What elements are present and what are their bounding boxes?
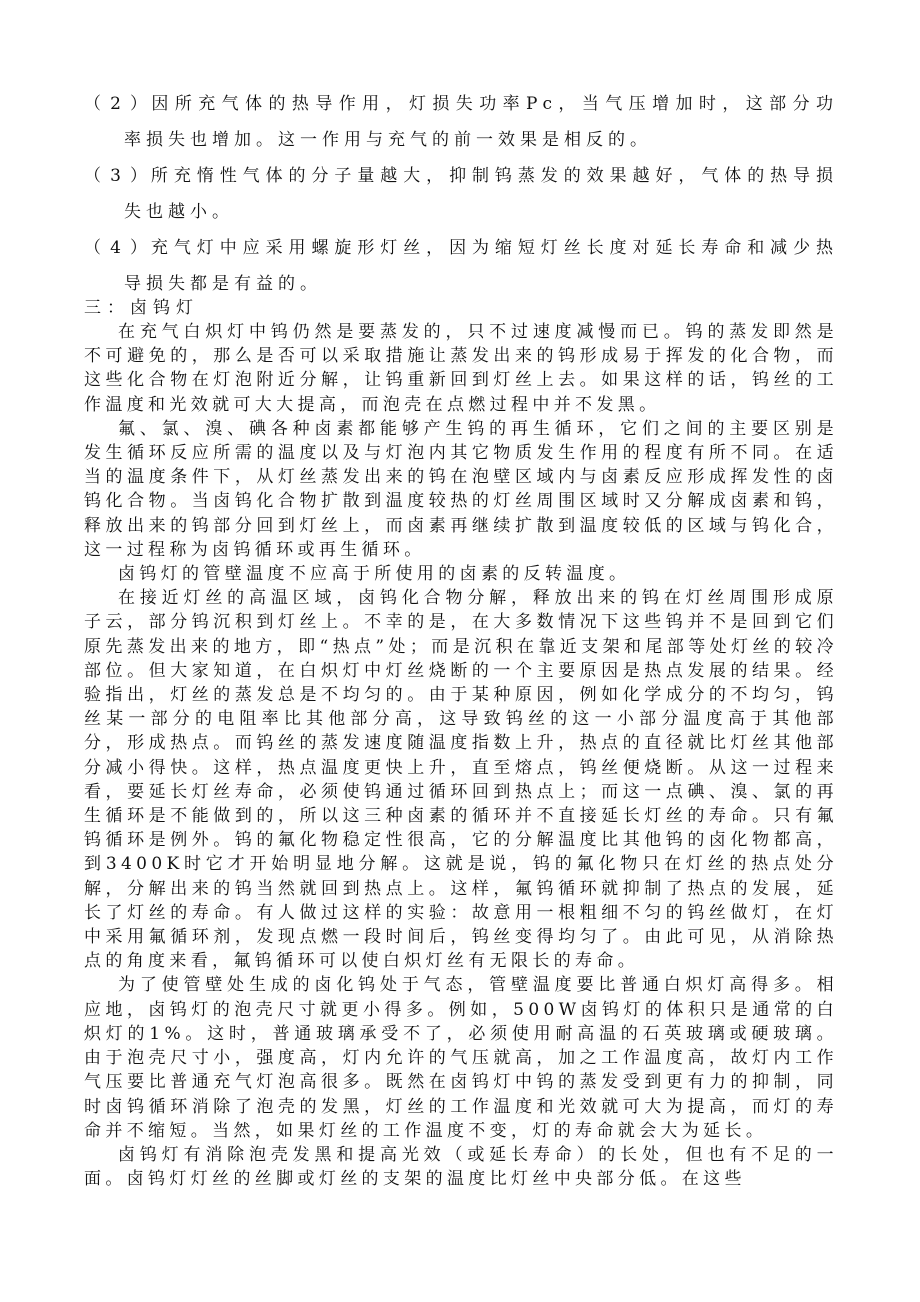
list-item-first-line — [84, 86, 838, 122]
list-item-continuation: 失也越小。 — [124, 202, 234, 222]
list-item-continuation: 率损失也增加。这一作用与充气的前一效果是相反的。 — [124, 130, 652, 150]
paragraph: 卤钨灯有消除泡壳发黑和提高光效（或延长寿命）的长处，但也有不足的一面。卤钨灯灯丝的丝脚或灯丝的支架的温度比灯丝中央部分低。在这些 — [84, 1144, 838, 1190]
paragraph: 在接近灯丝的高温区域，卤钨化合物分解，释放出来的钨在灯丝周围形成原子云，部分钨沉积到灯丝上。不幸的是，在大多数情况下这些钨并不是回到它们原先蒸发出来的地方，即“热点”处；而是沉积在靠近支架和尾部等处灯丝的较冷部位。但大家知道，在白炽灯中灯丝烧断的一个主要原因是热点发展的结果。经验指出，灯丝的蒸发总是不均匀的。由于某种原因，例如化学成分的不均匀，钨丝某一部分的电阻率比其他部分高，这导致钨丝的这一小部分温度高于其他部分，形成热点。而钨丝的蒸发速度随温度指数上升，热点的直径就比灯丝其他部分减小得快。这样，热点温度更快上升，直至熔点，钨丝便烧断。从这一过程来看，要延长灯丝寿命，必须使钨通过循环回到热点上；而这一点碘、溴、氯的再生循环是不能做到的，所以这三种卤素的循环并不直接延长灯丝的寿命。只有氟钨循环是例外。钨的氟化物稳定性很高，它的分解温度比其他钨的卤化物都高，到3400K时它才开始明显地分解。这就是说，钨的氟化物只在灯丝的热点处分解，分解出来的钨当然就回到热点上。这样，氟钨循环就抑制了热点的发展，延长了灯丝的寿命。有人做过这样的实验：故意用一根粗细不匀的钨丝做灯，在灯中采用氟循环剂，发现点燃一段时间后，钨丝变得均匀了。由此可见，从消除热点的角度来看，氟钨循环可以使白炽灯丝有无限长的寿命。 — [84, 588, 838, 972]
list-item-first-line — [84, 158, 838, 194]
list-item-continuation: 导损失都是有益的。 — [124, 274, 322, 294]
section-heading: 三：卤钨灯 — [84, 298, 199, 318]
body-text — [84, 320, 838, 1191]
paragraph: 为了使管壁处生成的卤化钨处于气态，管壁温度要比普通白炽灯高得多。相应地，卤钨灯的泡壳尺寸就更小得多。例如，500W卤钨灯的体积只是通常的白炽灯的1%。这时，普通玻璃承受不了，必须使用耐高温的石英玻璃或硬玻璃。由于泡壳尺寸小，强度高，灯内允许的气压就高，加之工作温度高，故灯内工作气压要比普通充气灯泡高很多。既然在卤钨灯中钨的蒸发受到更有力的抑制，同时卤钨循环消除了泡壳的发黑，灯丝的工作温度和光效就可大为提高，而灯的寿命并不缩短。当然，如果灯丝的工作温度不变，灯的寿命就会大为延长。 — [84, 975, 838, 1141]
list-item-text: 所充惰性气体的分子量越大，抑制钨蒸发的效果越好，气体的热导损 — [150, 166, 838, 186]
list-item-number: （4） — [84, 238, 150, 258]
paragraph: 在充气白炽灯中钨仍然是要蒸发的，只不过速度减慢而已。钨的蒸发即然是不可避免的，那么是否可以采取措施让蒸发出来的钨形成易于挥发的化合物，而这些化合物在灯泡附近分解，让钨重新回到灯丝上去。如果这样的话，钨丝的工作温度和光效就可大大提高，而泡壳在点燃过程中并不发黑。 — [84, 322, 838, 415]
paragraph: 卤钨灯的管壁温度不应高于所使用的卤素的反转温度。 — [118, 564, 631, 585]
list-item-3 — [84, 158, 838, 230]
list-item-number: （2） — [84, 94, 150, 114]
list-item-first-line — [84, 230, 838, 266]
list-item-4 — [84, 230, 838, 302]
paragraph: 氟、氯、溴、碘各种卤素都能够产生钨的再生循环，它们之间的主要区别是发生循环反应所需的温度以及与灯泡内其它物质发生作用的程度有所不同。在适当的温度条件下，从灯丝蒸发出来的钨在泡壁区域内与卤素反应形成挥发性的卤钨化合物。当卤钨化合物扩散到温度较热的灯丝周围区域时又分解成卤素和钨，释放出来的钨部分回到灯丝上，而卤素再继续扩散到温度较低的区域与钨化合，这一过程称为卤钨循环或再生循环。 — [84, 418, 838, 560]
list-item-2 — [84, 86, 838, 158]
list-item-number: （3） — [84, 166, 150, 186]
list-item-text: 充气灯中应采用螺旋形灯丝，因为缩短灯丝长度对延长寿命和减少热 — [150, 238, 838, 258]
list-item-text: 因所充气体的热导作用，灯损失功率Pc，当气压增加时，这部分功 — [150, 94, 838, 114]
